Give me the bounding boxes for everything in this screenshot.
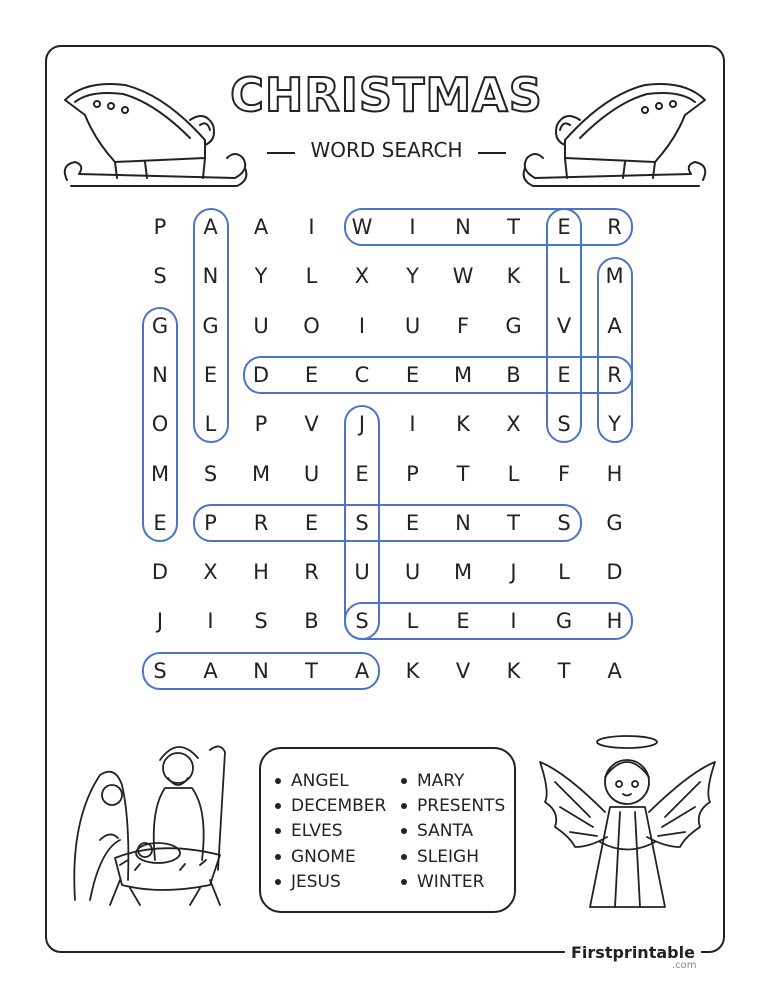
grid-letter[interactable]: J bbox=[358, 412, 366, 437]
grid-letter[interactable]: H bbox=[606, 609, 623, 634]
grid-letter[interactable]: S bbox=[355, 510, 369, 535]
subtitle-dash-right bbox=[478, 152, 506, 154]
grid-letter[interactable]: M bbox=[251, 461, 271, 486]
brand-logo: Firstprintable bbox=[565, 943, 701, 962]
grid-letter[interactable]: G bbox=[202, 313, 219, 338]
grid-letter[interactable]: E bbox=[203, 362, 218, 387]
grid-letter[interactable]: T bbox=[557, 658, 571, 683]
grid-letter[interactable]: A bbox=[203, 215, 218, 239]
grid-letter[interactable]: N bbox=[152, 362, 168, 387]
grid-letter[interactable]: A bbox=[203, 658, 218, 683]
grid-letter[interactable]: U bbox=[303, 461, 320, 486]
word-list-item: GNOME bbox=[275, 845, 356, 869]
grid-letter[interactable]: S bbox=[153, 264, 167, 289]
grid-letter[interactable]: E bbox=[304, 362, 319, 387]
sleigh-left-illustration bbox=[55, 70, 250, 195]
word-list-item: WINTER bbox=[401, 870, 484, 894]
grid-letter[interactable]: O bbox=[151, 412, 169, 437]
grid-letter[interactable]: L bbox=[406, 609, 419, 634]
bullet-icon bbox=[401, 778, 407, 784]
page-subtitle: WORD SEARCH bbox=[310, 138, 463, 162]
bullet-icon bbox=[275, 803, 281, 809]
bullet-icon bbox=[275, 879, 281, 885]
grid-letter[interactable]: I bbox=[510, 609, 517, 634]
grid-letter[interactable]: K bbox=[405, 658, 420, 683]
grid-letter[interactable]: U bbox=[253, 313, 269, 338]
grid-letter[interactable]: S bbox=[557, 412, 571, 437]
bullet-icon bbox=[401, 879, 407, 885]
bullet-icon bbox=[401, 854, 407, 860]
grid-letter[interactable]: I bbox=[308, 215, 315, 239]
grid-letter[interactable]: J bbox=[510, 560, 517, 585]
bullet-icon bbox=[401, 828, 407, 834]
grid-letter[interactable]: T bbox=[456, 461, 470, 486]
bullet-icon bbox=[401, 803, 407, 809]
grid-letter[interactable]: B bbox=[304, 609, 319, 634]
grid-letter[interactable]: W bbox=[351, 215, 373, 239]
grid-letter[interactable]: K bbox=[506, 264, 521, 289]
grid-letter[interactable]: C bbox=[354, 362, 370, 387]
grid-letter[interactable]: N bbox=[455, 215, 471, 239]
grid-letter[interactable]: R bbox=[253, 510, 269, 535]
grid-letter[interactable]: D bbox=[252, 362, 270, 387]
grid-letter[interactable]: I bbox=[358, 313, 366, 338]
grid-letter[interactable]: P bbox=[153, 215, 167, 239]
grid-letter[interactable]: T bbox=[507, 215, 520, 239]
grid-letter[interactable]: Y bbox=[406, 264, 419, 289]
grid-letter[interactable]: E bbox=[304, 510, 319, 535]
grid-letter[interactable]: E bbox=[355, 461, 369, 486]
bullet-icon bbox=[275, 778, 281, 784]
grid-letter[interactable]: S bbox=[355, 609, 369, 634]
nativity-scene-illustration bbox=[60, 730, 245, 920]
grid-letter[interactable]: A bbox=[607, 313, 622, 338]
grid-letter[interactable]: P bbox=[406, 461, 419, 486]
grid-letter[interactable]: S bbox=[557, 510, 571, 535]
grid-letter[interactable]: E bbox=[557, 215, 571, 239]
grid-letter[interactable]: E bbox=[405, 362, 420, 387]
grid-letter[interactable]: A bbox=[253, 215, 269, 239]
grid-letter[interactable]: N bbox=[455, 510, 471, 535]
grid-letter[interactable]: X bbox=[354, 264, 370, 289]
found-word-highlight bbox=[344, 602, 633, 640]
grid-letter[interactable]: S bbox=[203, 461, 218, 486]
grid-letter[interactable]: L bbox=[305, 264, 318, 289]
grid-letter[interactable]: O bbox=[303, 313, 320, 338]
grid-letter[interactable]: K bbox=[456, 412, 470, 437]
grid-letter[interactable]: P bbox=[204, 510, 217, 535]
word-list-item: ANGEL bbox=[275, 769, 349, 793]
grid-letter[interactable]: X bbox=[506, 412, 521, 437]
word-list-item: ELVES bbox=[275, 819, 343, 843]
grid-letter[interactable]: J bbox=[156, 609, 164, 634]
grid-letter[interactable]: G bbox=[555, 609, 573, 634]
grid-letter[interactable]: S bbox=[153, 658, 167, 683]
grid-letter[interactable]: E bbox=[153, 510, 167, 535]
grid-letter[interactable]: F bbox=[456, 313, 470, 338]
grid-letter[interactable]: L bbox=[558, 560, 570, 585]
grid-letter[interactable]: U bbox=[404, 560, 421, 585]
word-list-item: JESUS bbox=[275, 870, 341, 894]
word-list-item: SLEIGH bbox=[401, 845, 479, 869]
word-list-item: PRESENTS bbox=[401, 794, 505, 818]
grid-letter[interactable]: E bbox=[557, 362, 571, 387]
grid-letter[interactable]: F bbox=[557, 461, 571, 486]
word-list-box bbox=[259, 747, 516, 913]
grid-letter[interactable]: N bbox=[202, 264, 219, 289]
grid-letter[interactable]: A bbox=[354, 658, 370, 683]
grid-letter[interactable]: P bbox=[254, 412, 268, 437]
grid-letter[interactable]: E bbox=[456, 609, 470, 634]
grid-letter[interactable]: M bbox=[605, 264, 624, 289]
grid-letter[interactable]: V bbox=[556, 313, 572, 338]
grid-letter[interactable]: L bbox=[558, 264, 570, 289]
grid-letter[interactable]: X bbox=[203, 560, 218, 585]
grid-letter[interactable]: L bbox=[507, 461, 520, 486]
grid-letter[interactable]: I bbox=[207, 609, 214, 634]
grid-letter[interactable]: V bbox=[304, 412, 319, 437]
brand-suffix: .com bbox=[672, 960, 697, 971]
grid-letter[interactable]: B bbox=[506, 362, 521, 387]
grid-letter[interactable]: M bbox=[150, 461, 170, 486]
word-list-item: MARY bbox=[401, 769, 464, 793]
grid-letter[interactable]: S bbox=[254, 609, 268, 634]
grid-letter[interactable]: W bbox=[452, 264, 474, 289]
grid-letter[interactable]: R bbox=[607, 215, 622, 239]
grid-letter[interactable]: Y bbox=[608, 412, 621, 437]
grid-letter[interactable]: T bbox=[507, 510, 520, 535]
grid-letter[interactable]: V bbox=[455, 658, 471, 683]
grid-letter[interactable]: R bbox=[304, 560, 319, 585]
grid-letter[interactable]: I bbox=[409, 412, 416, 437]
bullet-icon bbox=[275, 854, 281, 860]
page-title: CHRISTMAS bbox=[230, 68, 543, 122]
grid-letter[interactable]: A bbox=[607, 658, 622, 683]
angel-illustration bbox=[535, 732, 720, 917]
grid-letter[interactable]: L bbox=[204, 412, 217, 437]
grid-letter[interactable]: I bbox=[409, 215, 416, 239]
found-word-highlight bbox=[344, 208, 633, 246]
grid-letter[interactable]: D bbox=[151, 560, 169, 585]
grid-letter[interactable]: H bbox=[606, 461, 623, 486]
grid-letter[interactable]: R bbox=[607, 362, 622, 387]
grid-letter[interactable]: G bbox=[151, 313, 169, 338]
grid-letter[interactable]: U bbox=[404, 313, 421, 338]
grid-letter[interactable]: E bbox=[405, 510, 420, 535]
grid-letter[interactable]: H bbox=[253, 560, 269, 585]
grid-letter[interactable]: K bbox=[506, 658, 521, 683]
grid-letter[interactable]: N bbox=[253, 658, 269, 683]
word-list-item: SANTA bbox=[401, 819, 473, 843]
grid-letter[interactable]: M bbox=[453, 560, 473, 585]
grid-letter[interactable]: G bbox=[606, 510, 623, 535]
word-list-item: DECEMBER bbox=[275, 794, 386, 818]
grid-letter[interactable]: Y bbox=[254, 264, 268, 289]
grid-letter[interactable]: U bbox=[354, 560, 370, 585]
grid-letter[interactable]: G bbox=[505, 313, 522, 338]
sleigh-right-illustration bbox=[520, 70, 715, 195]
grid-letter[interactable]: T bbox=[305, 658, 318, 683]
grid-letter[interactable]: M bbox=[453, 362, 473, 387]
grid-letter[interactable]: D bbox=[606, 560, 623, 585]
bullet-icon bbox=[275, 828, 281, 834]
subtitle-dash-left bbox=[267, 152, 295, 154]
